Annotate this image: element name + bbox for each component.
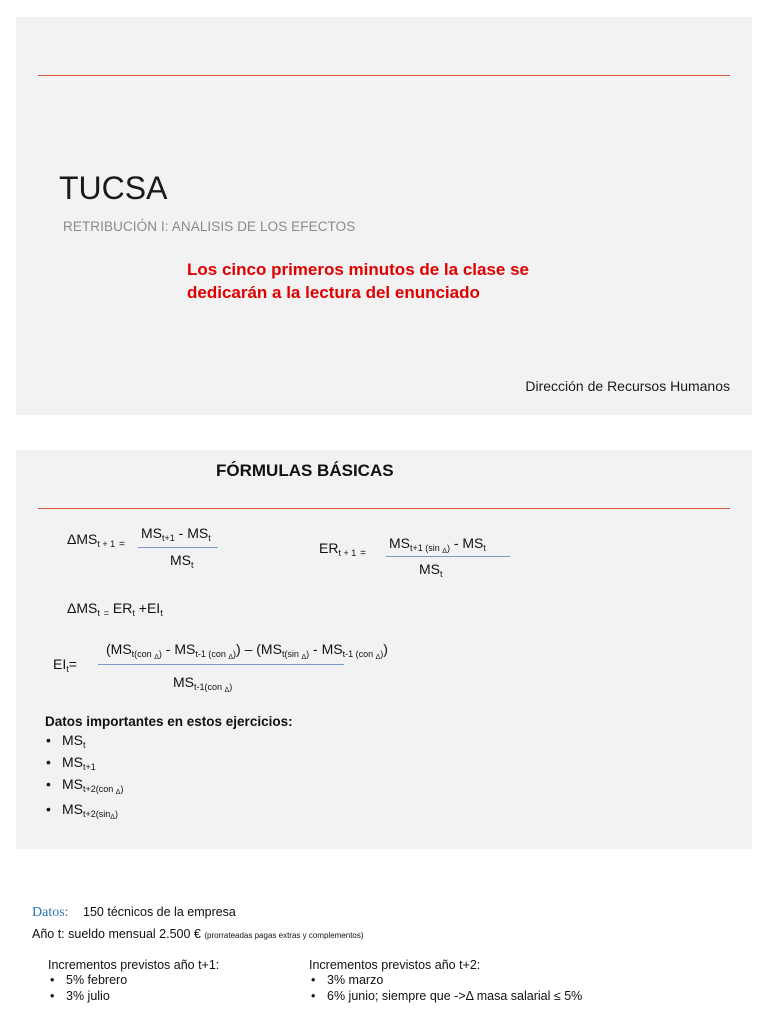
slide-subtitle: RETRIBUCIÓN I: ANALISIS DE LOS EFECTOS <box>63 219 356 234</box>
list-item: • $MS_{t+2(con _\Delta)}$ <box>44 776 123 801</box>
formula-ei-lhs: $EI_t=$ <box>53 656 77 674</box>
fraction-bar <box>138 547 218 548</box>
list-item: • $MS_{t+2(sin_\Delta)}$ <box>44 801 123 826</box>
increments-t1-list <box>48 972 219 1004</box>
list-item: • 5% febrero <box>48 972 219 988</box>
formula-er-lhs: $ER_{t + 1}$ $_=$ <box>319 540 366 559</box>
increments-t1-title: Incrementos previstos año t+1: <box>48 958 220 972</box>
datos-value: 150 técnicos de la empresa <box>83 905 236 919</box>
divider-rule <box>38 508 730 509</box>
divider-rule <box>38 75 730 76</box>
important-data-list <box>44 732 123 826</box>
list-item: • 6% junio; siempre que ->Δ masa salarial ≤ 5% <box>309 988 582 1004</box>
formulas-heading: FÓRMULAS BÁSICAS <box>216 461 394 480</box>
important-data-title: Datos importantes en estos ejercicios: <box>45 714 293 729</box>
list-item: • $MS_{t+1}$ <box>44 754 123 776</box>
department-name: Dirección de Recursos Humanos <box>525 378 730 394</box>
salary-line: Año t: sueldo mensual 2.500 € (prorrateadas pagas extras y complementos) <box>32 927 364 941</box>
increments-t2-list <box>309 972 582 1004</box>
increments-t2 <box>309 958 582 1004</box>
formula-er-numerator: $MS_{t+1 (sin _\Delta)} - MS_t$ <box>389 535 486 555</box>
title-slide <box>16 17 752 415</box>
list-item: • 3% julio <box>48 988 219 1004</box>
salary-note: (prorrateadas pagas extras y complementos) <box>204 931 364 940</box>
datos-label: Datos: <box>32 905 69 920</box>
formula-ei-numerator: $(MS_{t(con _\Delta)} - MS_{t-1 (con _\Delta)}) - (MS_{t(sin _\Delta)} - MS_{t-1 (con _\Delta)})$ <box>106 641 388 661</box>
formula-ei-denominator: $MS_{t-1(con _\Delta)}$ <box>173 674 233 694</box>
slide-title: TUCSA <box>59 170 168 206</box>
fraction-bar <box>386 556 510 557</box>
notice-text <box>187 258 529 304</box>
formula-delta-ms-numerator: $MS_{t+1} - MS_t$ <box>141 525 211 543</box>
notice-line-2: dedicarán a la lectura del enunciado <box>187 283 480 302</box>
fraction-bar <box>98 664 344 665</box>
formula-delta-ms-lhs: $\Delta MS_{t + 1}$ $_=$ <box>67 531 125 550</box>
formulas-slide <box>16 450 752 849</box>
notice-line-1: Los cinco primeros minutos de la clase se <box>187 260 530 279</box>
list-item: • $MS_t$ <box>44 732 123 754</box>
list-item: • 3% marzo <box>309 972 582 988</box>
increments-t1 <box>48 958 219 1004</box>
increments-t2-title: Incrementos previstos año t+2: <box>309 958 481 972</box>
formula-delta-ms-denominator: $MS_t$ <box>170 552 194 570</box>
formula-decomposition: $\Delta MS_t$ $_=$ $ER_t +EI_t$ <box>67 600 163 618</box>
datos-line <box>32 903 236 921</box>
formula-er-denominator: $MS_t$ <box>419 561 443 579</box>
